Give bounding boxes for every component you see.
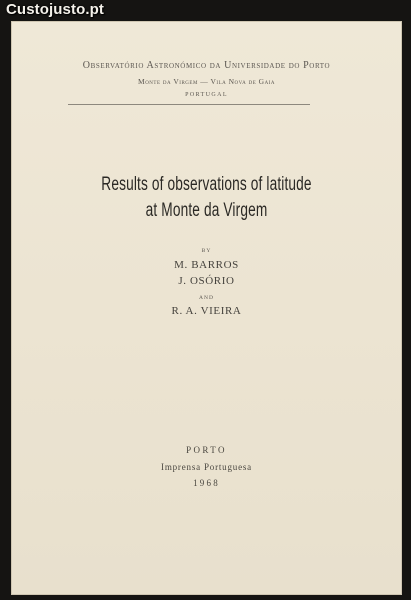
country-line: PORTUGAL <box>185 92 228 98</box>
and-label: AND <box>199 295 214 301</box>
imprint-year: 1968 <box>193 478 220 488</box>
document-title-line-1: Results of observations of latitude <box>101 174 312 195</box>
author-name: M. BARROS <box>174 259 239 271</box>
document-cover <box>11 21 402 595</box>
author-name: J. OSÓRIO <box>178 275 235 287</box>
author-name: R. A. VIEIRA <box>171 305 242 317</box>
document-title-line-2: at Monte da Virgem <box>145 200 268 221</box>
header-divider <box>68 104 310 105</box>
imprint-city: PORTO <box>186 445 227 455</box>
site-watermark: Custojusto.pt <box>6 1 104 18</box>
institution-name: Observatório Astronómico da Universidade do Porto <box>82 60 331 71</box>
by-label: BY <box>201 248 212 254</box>
imprint-publisher: Imprensa Portuguesa <box>161 462 252 472</box>
location-line: Monte da Virgem — Vila Nova de Gaia <box>138 77 275 86</box>
